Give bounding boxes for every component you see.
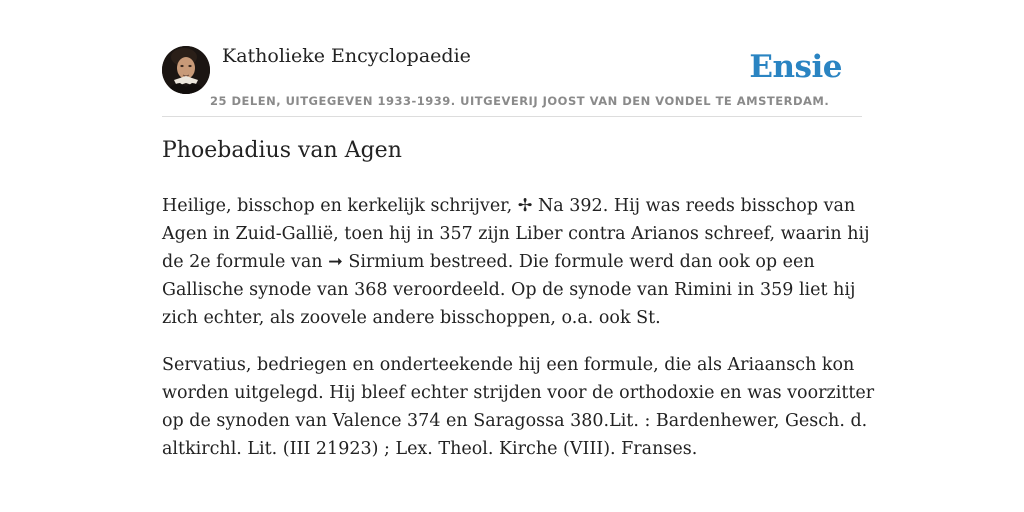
text-segment: Na 392. Hij was reeds bisschop van — [532, 196, 856, 216]
text-line: op de synoden van Valence 374 en Saragossa 380.Lit. : Bardenhewer, Gesch. d. — [162, 411, 868, 431]
portrait-icon — [162, 46, 210, 94]
text-segment: Heilige, bisschop en kerkelijk schrijver, — [162, 196, 518, 216]
source-header — [162, 40, 862, 117]
text-line: Agen in Zuid-Gallië, toen hij in 357 zijn Liber contra Arianos schreef, waarin hij — [162, 224, 870, 244]
source-title[interactable]: Katholieke Encyclopaedie — [222, 45, 471, 67]
text-line: worden uitgelegd. Hij bleef echter strijden voor de orthodoxie en was voorzitter — [162, 383, 875, 403]
cross-icon: ✢ — [517, 196, 533, 216]
source-subtitle: 25 DELEN, UITGEGEVEN 1933-1939. UITGEVERIJ JOOST VAN DEN VONDEL TE AMSTERDAM. — [210, 94, 830, 108]
paragraph-1 — [162, 192, 870, 332]
arrow-right-icon: ➞ — [328, 252, 343, 272]
text-line: altkirchl. Lit. (III 21923) ; Lex. Theol. Kirche (VIII). Franses. — [162, 439, 698, 459]
source-avatar[interactable] — [162, 46, 210, 94]
paragraph-2 — [162, 351, 875, 463]
text-line: Servatius, bedriegen en onderteekende hij een formule, die als Ariaansch kon — [162, 355, 855, 375]
text-segment: de 2e formule van — [162, 252, 329, 272]
ensie-logo-link[interactable]: Ensie — [749, 49, 842, 85]
article-body — [162, 192, 875, 482]
text-line — [162, 248, 862, 276]
text-line: zich echter, als zoovele andere bisschoppen, o.a. ook St. — [162, 308, 661, 328]
article-title: Phoebadius van Agen — [162, 138, 402, 163]
text-segment: bestreed. Die formule werd dan ook op een — [424, 252, 815, 272]
text-line — [162, 192, 862, 220]
text-line: Gallische synode van 368 veroordeeld. Op de synode van Rimini in 359 liet hij — [162, 280, 856, 300]
sirmium-reference-link[interactable] — [328, 252, 424, 272]
link-label: Sirmium — [342, 252, 425, 272]
